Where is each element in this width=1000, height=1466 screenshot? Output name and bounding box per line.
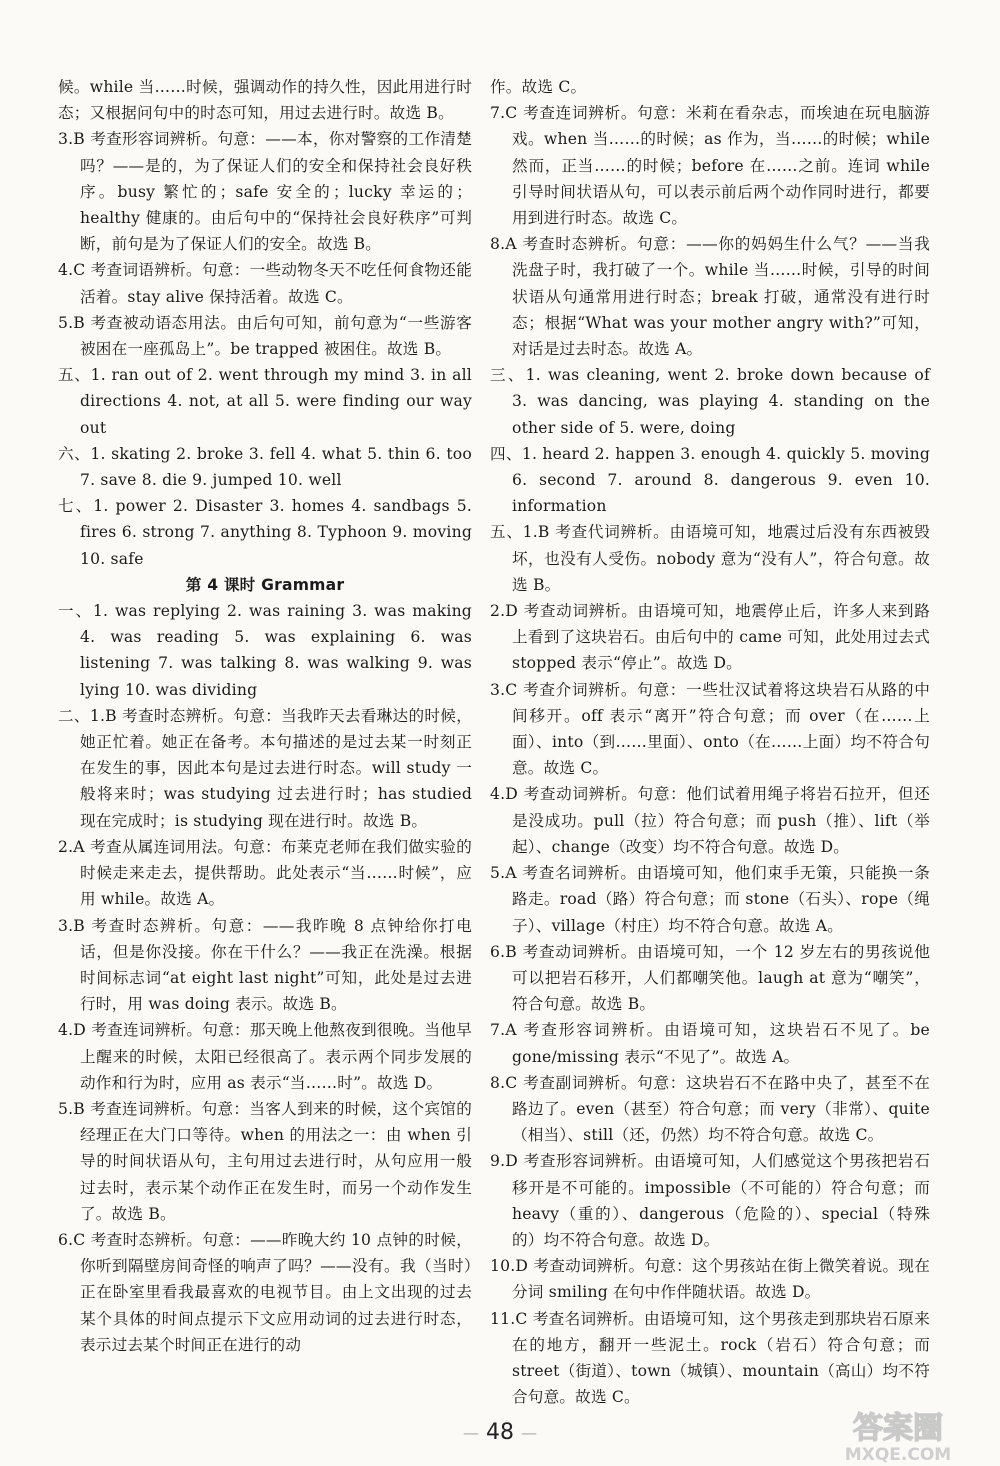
left-column bbox=[58, 74, 472, 1358]
section-answers: 一、1. was replying 2. was raining 3. was making 4. was reading 5. was explaining 6. was listening 7. was talking 8. was walking 9. was lying 10. was dividing bbox=[58, 602, 472, 699]
section-answers: 三、1. was cleaning, went 2. broke down because of 3. was dancing, was playing 4. standing on the other side of 5. were, doing bbox=[490, 366, 930, 437]
answer-item: 作。故选 C。 bbox=[490, 78, 587, 96]
answer-item: 9.D 考查形容词辨析。由语境可知，人们感觉这个男孩把岩石移开是不可能的。impossible（不可能的）符合句意；而 heavy（重的）、dangerous（危险的）、special（特殊的）均不符合句意。故选 D。 bbox=[490, 1152, 930, 1249]
footer-dash-right: — bbox=[521, 1423, 537, 1443]
section-answers: 六、1. skating 2. broke 3. fell 4. what 5. thin 6. too 7. save 8. die 9. jumped 10. well bbox=[58, 444, 472, 490]
watermark-domain: MXQE.COM bbox=[844, 1445, 952, 1465]
answer-item: 5.A 考查名词辨析。由语境可知，他们束手无策，只能换一条路走。road（路）符合句意；而 stone（石头）、rope（绳子）、village（村庄）均不符合句意。故选 A。 bbox=[490, 864, 930, 935]
watermark-logo bbox=[806, 1402, 986, 1466]
answer-item: 4.D 考查动词辨析。句意：他们试着用绳子将岩石拉开，但还是没成功。pull（拉）符合句意；而 push（推）、lift（举起）、change（改变）均不符合句意。故选 D。 bbox=[490, 785, 930, 856]
answer-item: 11.C 考查名词辨析。由语境可知，这个男孩走到那块岩石原来在的地方，翻开一些泥土。rock（岩石）符合句意；而 street（街道）、town（城镇）、mountain（高山）均不符合句意。故选 C。 bbox=[490, 1309, 930, 1407]
footer-dash-left: — bbox=[463, 1423, 479, 1443]
right-column bbox=[490, 74, 930, 1410]
answer-item: 7.C 考查连词辨析。句意：米莉在看杂志，而埃迪在玩电脑游戏。when 当……的时候；as 作为，当……的时候；while 然而，正当……的时候；before 在……之前。连词 while 引导时间状语从句，可以表示前后两个动作同时进行，都要用到进行时态。故选 C。 bbox=[490, 104, 930, 228]
answer-item: 3.B 考查时态辨析。句意：——我昨晚 8 点钟给你打电话，但是你没接。你在干什么？——我正在洗澡。根据时间标志词“at eight last night”可知，此处是过去进行时，用 was doing 表示。故选 B。 bbox=[58, 916, 472, 1014]
answer-item: 7.A 考查形容词辨析。由语境可知，这块岩石不见了。be gone/missing 表示“不见了”。故选 A。 bbox=[490, 1021, 930, 1066]
answer-item: 5.B 考查被动语态用法。由后句可知，前句意为“一些游客被困在一座孤岛上”。be trapped 被困住。故选 B。 bbox=[58, 313, 472, 359]
section-answers: 四、1. heard 2. happen 3. enough 4. quickly 5. moving 6. second 7. around 8. dangerous 9. even 10. information bbox=[490, 444, 930, 516]
answer-item: 3.B 考查形容词辨析。句意：——本，你对警察的工作清楚吗？——是的，为了保证人们的安全和保持社会良好秩序。busy 繁忙的；safe 安全的；lucky 幸运的；healthy 健康的。由后句中的“保持社会良好秩序”可判断，前句是为了保证人们的安全。故选 B。 bbox=[58, 130, 472, 254]
answer-item: 6.C 考查时态辨析。句意：——昨晚大约 10 点钟的时候，你听到隔壁房间奇怪的响声了吗？——没有。我（当时）正在卧室里看我最喜欢的电视节目。由上文出现的过去某个具体的时间点提示下文应用动词的过去进行时态，表示过去某个时间正在进行的动 bbox=[58, 1230, 472, 1354]
watermark-chinese: 答案圈 bbox=[853, 1411, 943, 1446]
answer-item: 3.C 考查介词辨析。句意：一些壮汉试着将这块岩石从路的中间移开。off 表示“离开”符合句意；而 over（在……上面）、into（到……里面）、onto（在……上面）均不符合句意。故选 C。 bbox=[490, 680, 930, 778]
answer-item: 6.B 考查动词辨析。由语境可知，一个 12 岁左右的男孩说他可以把岩石移开，人们都嘲笑他。laugh at 意为“嘲笑”，符合句意。故选 B。 bbox=[490, 942, 930, 1014]
answer-item: 候。while 当……时候，强调动作的持久性，因此用进行时态；又根据问句中的时态可知，用过去进行时。故选 B。 bbox=[58, 78, 472, 123]
answer-item: 4.D 考查连词辨析。句意：那天晚上他熬夜到很晚。当他早上醒来的时候，太阳已经很高了。表示两个同步发展的动作和行为时，应用 as 表示“当……时”。故选 D。 bbox=[58, 1021, 473, 1092]
section-answers: 五、1. ran out of 2. went through my mind 3. in all directions 4. not, at all 5. were finding our way out bbox=[58, 366, 472, 437]
answer-item: 8.A 考查时态辨析。句意：——你的妈妈生什么气？——当我洗盘子时，我打破了一个。while 当……时候，引导的时间状语从句通常用进行时态；break 打破，通常没有进行时态；根据“What was your mother angry with?”可知，对话是过去时态。故选 A。 bbox=[490, 235, 930, 359]
answer-item: 8.C 考查副词辨析。句意：这块岩石不在路中央了，甚至不在路边了。even（甚至）符合句意；而 very（非常）、quite（相当）、still（还，仍然）均不符合句意。故选 C。 bbox=[490, 1073, 930, 1145]
section-answers: 七、1. power 2. Disaster 3. homes 4. sandbags 5. fires 6. strong 7. anything 8. Typhoon 9. moving 10. safe bbox=[58, 497, 472, 568]
answer-item: 10.D 考查动词辨析。句意：这个男孩站在街上微笑着说。现在分词 smiling 在句中作伴随状语。故选 D。 bbox=[490, 1257, 930, 1302]
lesson-heading: 第 4 课时 Grammar bbox=[185, 575, 345, 594]
page-number: 48 bbox=[486, 1420, 514, 1445]
answer-item: 二、1.B 考查时态辨析。句意：当我昨天去看琳达的时候，她正忙着。她正在备考。本句描述的是过去某一时刻正在发生的事，因此本句是过去进行时态。will study 一般将来时；was studying 过去进行时；has studied 现在完成时；is studying 现在进行时。故选 B。 bbox=[58, 706, 472, 830]
answer-item: 2.D 考查动词辨析。由语境可知，地震停止后，许多人来到路上看到了这块岩石。由后句中的 came 可知，此处用过去式 stopped 表示“停止”。故选 D。 bbox=[490, 602, 930, 673]
answer-item: 五、1.B 考查代词辨析。由语境可知，地震过后没有东西被毁坏，也没有人受伤。nobody 意为“没有人”，符合句意。故选 B。 bbox=[490, 523, 930, 594]
answer-item: 4.C 考查词语辨析。句意：一些动物冬天不吃任何食物还能活着。stay alive 保持活着。故选 C。 bbox=[58, 261, 472, 306]
answer-item: 5.B 考查连词辨析。句意：当客人到来的时候，这个宾馆的经理正在大门口等待。when 的用法之一：由 when 引导的时间状语从句，主句用过去进行时，从句应用一般过去时，表示某个动作正在发生时，而另一个动作发生了。故选 B。 bbox=[58, 1099, 472, 1223]
answer-item: 2.A 考查从属连词用法。句意：布莱克老师在我们做实验的时候走来走去，提供帮助。此处表示“当……时候”，应用 while。故选 A。 bbox=[58, 837, 472, 909]
